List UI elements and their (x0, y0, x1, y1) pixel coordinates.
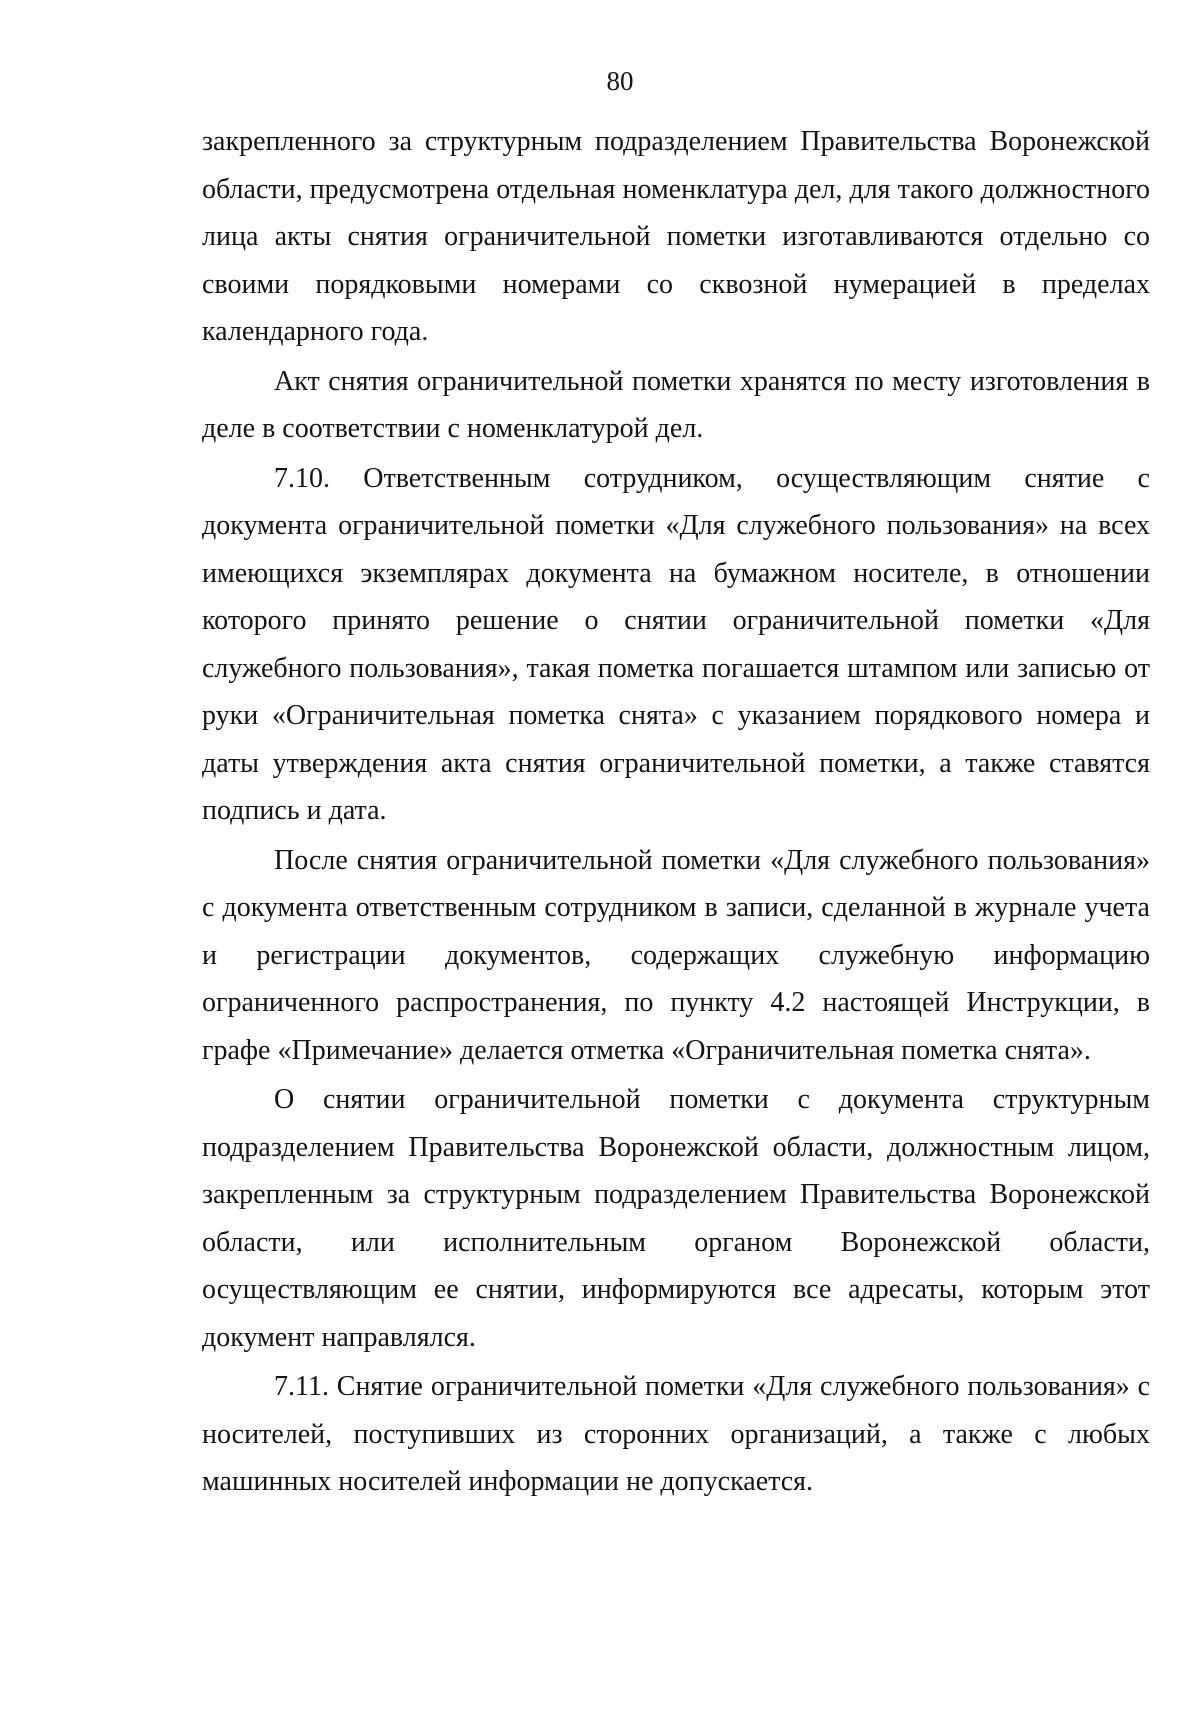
paragraph-addressees: О снятии ограничительной пометки с документа структурным подразделением Правительства Воронежской области, должностным лицом, закрепленным за структурным подразделением Правительства Воронежской области, или исполнительным органом Воронежской области, осуществляющим ее снятии, информируются все адресаты, которым этот документ направлялся. (202, 1084, 1150, 1353)
paragraph-act-storage: Акт снятия ограничительной пометки хранятся по месту изготовления в деле в соответствии с номенклатурой дел. (202, 365, 1150, 444)
paragraph-7-10: 7.10. Ответственным сотрудником, осуществляющим снятие с документа ограничительной пометки «Для служебного пользования» на всех имеющихся экземплярах документа на бумажном носителе, в отношении которого принято решение о снятии ограничительной пометки «Для служебного пользования», такая пометка погашается штампом или записью от руки «Ограничительная пометка снята» с указанием порядкового номера и даты утверждения акта снятия ограничительной пометки, а также ставятся подпись и дата. (202, 462, 1150, 826)
document-body (202, 118, 1150, 1508)
page-number: 80 (606, 66, 634, 96)
paragraph-7-11: 7.11. Снятие ограничительной пометки «Для служебного пользования» с носителей, поступивших из сторонних организаций, а также с любых машинных носителей информации не допускается. (202, 1371, 1150, 1497)
paragraph-journal-note: После снятия ограничительной пометки «Для служебного пользования» с документа ответственным сотрудником в записи, сделанной в журнале учета и регистрации документов, содержащих служебную информацию ограниченного распространения, по пункту 4.2 настоящей Инструкции, в графе «Примечание» делается отметка «Ограничительная пометка снята». (202, 844, 1150, 1066)
paragraph-continuation: закрепленного за структурным подразделением Правительства Воронежской области, предусмотрена отдельная номенклатура дел, для такого должностного лица акты снятия ограничительной пометки изготавливаются отдельно со своими порядковыми номерами со сквозной нумерацией в пределах календарного года. (202, 126, 1150, 347)
